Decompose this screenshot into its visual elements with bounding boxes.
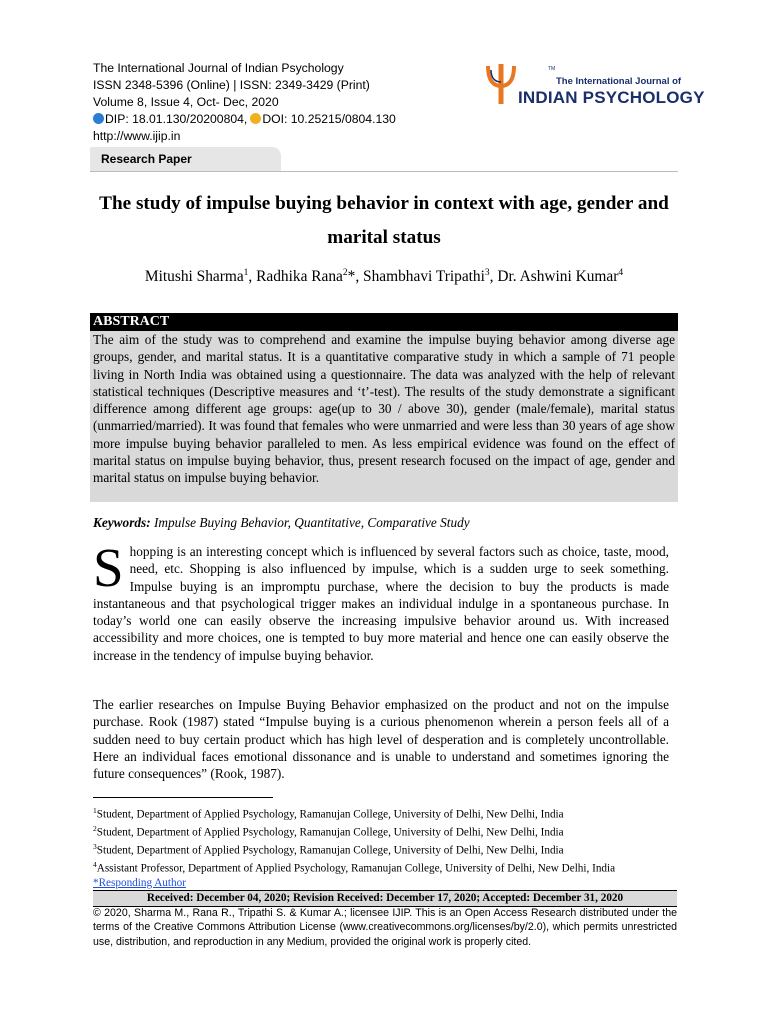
drop-cap: S xyxy=(93,537,124,598)
abstract-heading: ABSTRACT xyxy=(90,313,678,331)
author-affiliation-marker: 3 xyxy=(484,268,490,278)
submission-dates: Received: December 04, 2020; Revision Received: December 17, 2020; Accepted: December 31, 2020 xyxy=(93,890,677,907)
doi-icon xyxy=(250,113,261,124)
license-text: © 2020, Sharma M., Rana R., Tripathi S. & Kumar A.; licensee IJIP. This is an Open Access Research distributed under the terms of the Creative Commons Attribution License (www.creativecommons.org/licenses/by/2.0), which permits unrestricted use, distribution, and reproduction in any Medium, provided the original work is properly cited. xyxy=(93,907,677,948)
journal-name: The International Journal of Indian Psychology xyxy=(93,61,344,75)
footnotes xyxy=(93,804,677,890)
footnote: $^3$Student, Department of Applied Psychology, Ramanujan College, University of Delhi, New Delhi, India xyxy=(93,841,564,857)
author-name: Mitushi Sharma xyxy=(144,268,244,286)
abstract-body: The aim of the study was to comprehend and examine the impulse buying behavior among diverse age groups, gender, and marital status. It is a quantitative comparative study in which a sample of 71 people living in North India was obtained using a questionnaire. The data was analyzed with the help of relevant statistical techniques (Descriptive measures and ‘t’-test). The results of the study demonstrate a significant difference among different age groups: age(up to 30 / above 30), gender (male/female), marital status (unmarried/married). It was found that females who were unmarried and were less than 30 years of age show more impulse buying behavior paralleled to men. As less empirical evidence was found on the effect of marital status on impulse buying behavior, thus, present research focused on the impact of age, gender and marital status on impulse buying behavior. xyxy=(90,331,678,502)
responding-author-link[interactable]: *Responding Author xyxy=(93,876,186,889)
keywords-label: Keywords: xyxy=(93,515,151,530)
author-list: Mitushi Sharma$^1$, Radhika Rana$^2$*, Shambhavi Tripathi$^3$, Dr. Ashwini Kumar$^4$ xyxy=(144,268,624,286)
author-affiliation-marker: 1 xyxy=(243,268,249,278)
logo-main-text: INDIAN PSYCHOLOGY xyxy=(518,88,705,107)
logo-top-text: The International Journal of xyxy=(556,76,682,87)
journal-url[interactable]: http://www.ijip.in xyxy=(93,129,181,143)
paper-title: The study of impulse buying behavior in context with age, gender and marital status xyxy=(99,193,669,248)
doi-line xyxy=(93,111,396,128)
footnote: $^1$Student, Department of Applied Psychology, Ramanujan College, University of Delhi, New Delhi, India xyxy=(93,806,564,821)
header-divider xyxy=(90,171,678,172)
author-name: Shambhavi Tripathi xyxy=(363,268,485,286)
footnote-divider xyxy=(93,797,273,798)
author-affiliation-marker: 4 xyxy=(618,268,624,278)
issn-line: ISSN 2348-5396 (Online) | ISSN: 2349-3429 (Print) xyxy=(93,78,370,92)
doi-text[interactable]: DOI: 10.25215/0804.130 xyxy=(262,112,396,126)
intro-text: hopping is an interesting concept which is influenced by several factors such as choice, taste, mood, need, etc. Shopping is also influenced by impulse, which is a sudden urge to seek something. Impulse buying is an impromptu purchase, where the decision to buy the products is made instantaneous and that psychological trigger makes an individual indulge in a spontaneous purchase. In today’s world one can easily observe the increasing impulsive behavior around us. With increased accessibility and more choices, one is tempted to buy more material and hence one can easily observe the increase in the tendency of impulse buying behavior. xyxy=(93,544,669,663)
author-name: Radhika Rana xyxy=(256,268,343,286)
keywords xyxy=(93,515,470,531)
keywords-text: Impulse Buying Behavior, Quantitative, Comparative Study xyxy=(150,515,470,530)
psi-logo-icon xyxy=(484,62,518,106)
corresponding-marker: * xyxy=(347,268,356,286)
author-name: Dr. Ashwini Kumar xyxy=(497,268,619,286)
dip-icon xyxy=(93,113,104,124)
footnote: $^4$Assistant Professor, Department of Applied Psychology, Ramanujan College, University of Delhi, New Delhi, India xyxy=(93,859,616,875)
logo-tm: TM xyxy=(548,66,556,72)
journal-logo xyxy=(484,62,705,112)
author-affiliation-marker: 2 xyxy=(342,268,348,278)
journal-header xyxy=(93,60,396,145)
second-paragraph: The earlier researches on Impulse Buying Behavior emphasized on the product and not on the impulse purchase. Rook (1987) stated “Impulse buying is a curious phenomenon wherein a person feels all of a sudden need to buy certain product which has high level of desperation and is completely uncontrollable. Here an individual faces emotional dissonance and is unable to understand and sometimes ignoring the future consequences” (Rook, 1987). xyxy=(93,697,669,782)
footnote: $^2$Student, Department of Applied Psychology, Ramanujan College, University of Delhi, New Delhi, India xyxy=(93,823,564,839)
volume-line: Volume 8, Issue 4, Oct- Dec, 2020 xyxy=(93,95,279,109)
article-type-tab: Research Paper xyxy=(90,147,281,171)
intro-paragraph xyxy=(93,537,669,664)
dip-text[interactable]: DIP: 18.01.130/20200804, xyxy=(105,112,248,126)
